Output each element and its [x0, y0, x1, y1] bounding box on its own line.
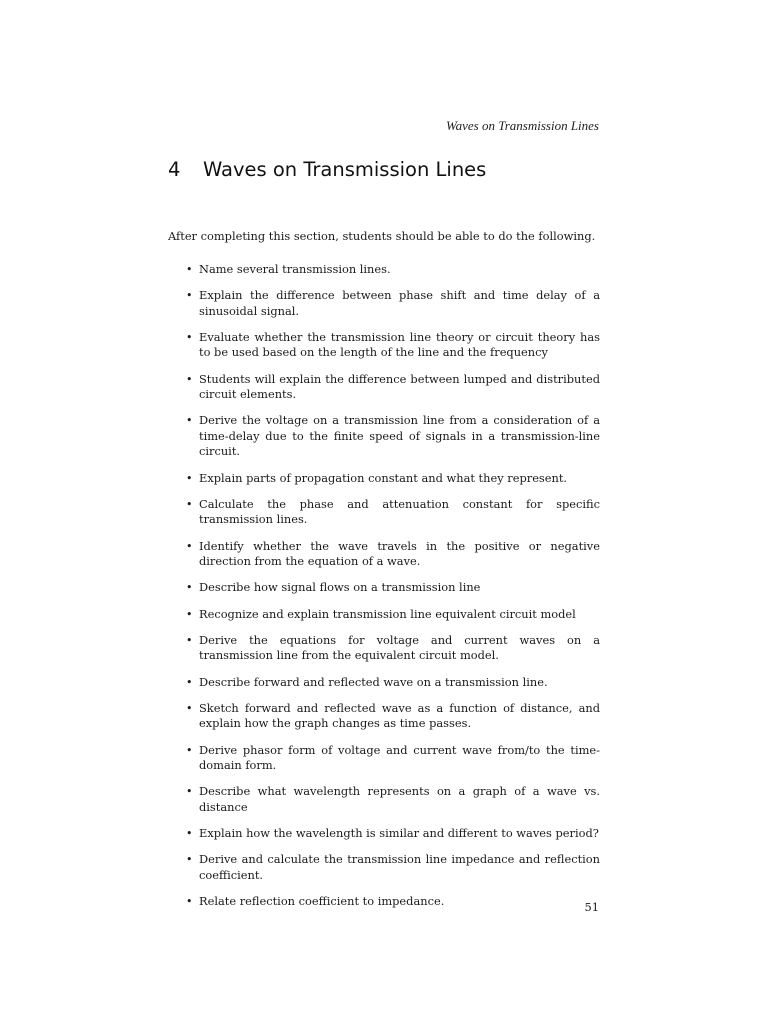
bullet-icon: • — [186, 263, 193, 276]
objective-text: Relate reflection coefficient to impedance. — [199, 893, 445, 908]
running-header: Waves on Transmission Lines — [445, 118, 599, 133]
objective-item — [186, 784, 600, 815]
objective-item — [186, 539, 600, 570]
bullet-icon: • — [186, 743, 193, 757]
objective-item — [186, 471, 600, 486]
objective-text: Evaluate whether the transmission line theory or circuit theory has to be used based on the length of the line and the frequency — [199, 330, 600, 360]
objective-text: Explain how the wavelength is similar and different to waves period? — [199, 825, 599, 840]
objective-text: Name several transmission lines. — [199, 262, 391, 276]
objective-item — [186, 852, 600, 883]
objective-text: Derive the equations for voltage and current waves on a transmission line from the equivalent circuit model. — [199, 632, 600, 663]
objective-text: Students will explain the difference between lumped and distributed circuit elements. — [199, 371, 600, 402]
objective-item — [186, 633, 600, 664]
objective-item — [186, 743, 600, 774]
section-title-text: Waves on Transmission Lines — [203, 158, 487, 181]
objective-text: Sketch forward and reflected wave as a function of distance, and explain how the graph changes as time passes. — [199, 700, 600, 731]
objective-item — [186, 826, 600, 841]
learning-objectives-list — [186, 262, 600, 920]
objective-text: Explain the difference between phase shift and time delay of a sinusoidal signal. — [199, 288, 600, 318]
bullet-icon: • — [186, 894, 193, 908]
objective-item — [186, 701, 600, 732]
objective-text: Derive and calculate the transmission line impedance and reflection coefficient. — [199, 852, 600, 882]
bullet-icon: • — [186, 471, 193, 485]
section-title — [168, 158, 608, 181]
objective-text: Recognize and explain transmission line equivalent circuit model — [199, 606, 576, 621]
bullet-icon: • — [186, 372, 193, 386]
objective-text: Explain parts of propagation constant and what they represent. — [199, 470, 568, 485]
objective-text: Derive the voltage on a transmission line from a consideration of a time-delay due to the finite speed of signals in a transmission-line circuit. — [199, 413, 600, 459]
objective-text: Describe forward and reflected wave on a transmission line. — [199, 674, 548, 689]
page-number: 51 — [584, 900, 599, 914]
objective-text: Describe how signal flows on a transmission line — [199, 580, 481, 595]
objective-item — [186, 894, 600, 909]
bullet-icon: • — [186, 607, 193, 621]
objective-text: Calculate the phase and attenuation constant for specific transmission lines. — [199, 496, 600, 527]
objective-item — [186, 497, 600, 528]
intro-paragraph: After completing this section, students should be able to do the following. — [168, 229, 596, 243]
bullet-icon: • — [186, 539, 193, 553]
objective-item — [186, 580, 600, 595]
objective-item — [186, 675, 600, 690]
objective-text: Describe what wavelength represents on a graph of a wave vs. distance — [199, 784, 600, 814]
bullet-icon: • — [186, 497, 193, 511]
section-number: 4 — [168, 158, 181, 181]
objective-item — [186, 262, 600, 277]
bullet-icon: • — [186, 675, 193, 689]
bullet-icon: • — [186, 701, 193, 715]
objective-item — [186, 413, 600, 459]
bullet-icon: • — [186, 581, 193, 595]
bullet-icon: • — [186, 289, 193, 303]
bullet-icon: • — [186, 853, 193, 867]
objective-item — [186, 288, 600, 319]
objective-item — [186, 330, 600, 361]
bullet-icon: • — [186, 826, 193, 840]
objective-text: Derive phasor form of voltage and current wave from/to the time-domain form. — [199, 742, 600, 772]
bullet-icon: • — [186, 785, 193, 799]
objective-text: Identify whether the wave travels in the positive or negative direction from the equation of a wave. — [199, 538, 600, 568]
objective-item — [186, 372, 600, 403]
bullet-icon: • — [186, 633, 193, 647]
bullet-icon: • — [186, 414, 193, 428]
bullet-icon: • — [186, 331, 193, 344]
objective-item — [186, 607, 600, 622]
